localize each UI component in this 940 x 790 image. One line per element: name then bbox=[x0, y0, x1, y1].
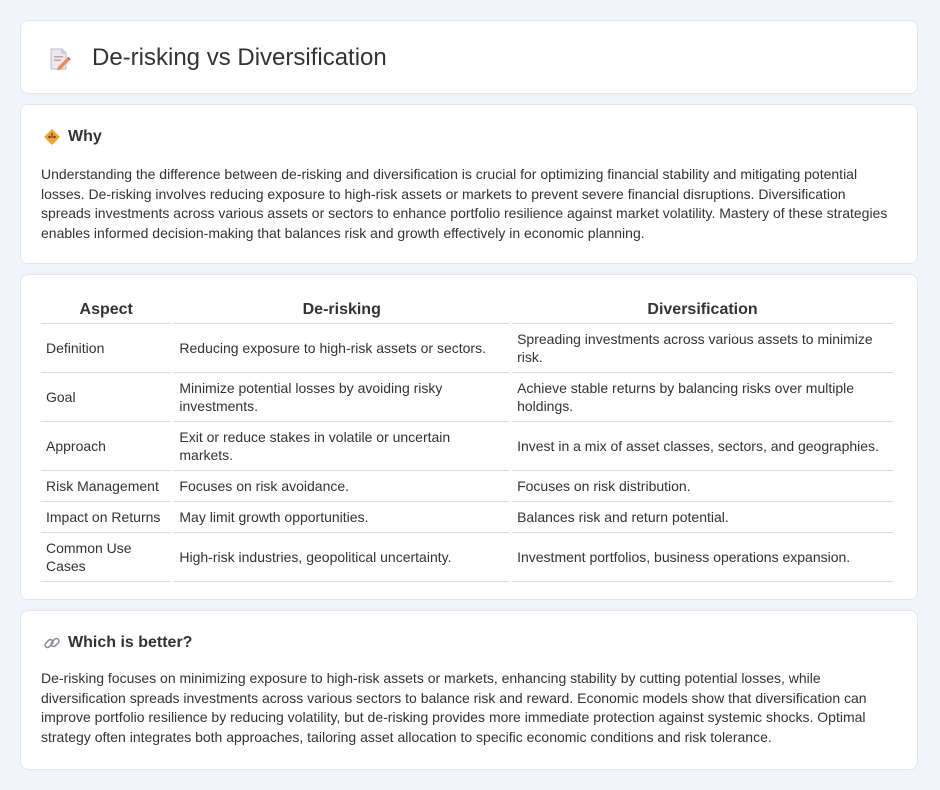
table-row bbox=[41, 533, 893, 582]
diversification-cell: Balances risk and return potential. bbox=[512, 502, 893, 533]
warning-diamond-icon bbox=[43, 128, 61, 146]
better-heading: Which is better? bbox=[68, 634, 193, 651]
diversification-cell: Investment portfolios, business operations expansion. bbox=[512, 533, 893, 582]
document-pencil-icon bbox=[46, 46, 72, 72]
de-risking-cell: Exit or reduce stakes in volatile or uncertain markets. bbox=[174, 422, 509, 471]
aspect-cell: Goal bbox=[41, 373, 171, 422]
comparison-table bbox=[38, 295, 896, 582]
de-risking-cell: Reducing exposure to high-risk assets or sectors. bbox=[174, 324, 509, 373]
comparison-section bbox=[20, 274, 918, 600]
title-card bbox=[20, 20, 918, 94]
which-is-better-section bbox=[20, 610, 918, 770]
table-row bbox=[41, 422, 893, 471]
aspect-cell: Common Use Cases bbox=[41, 533, 171, 582]
page-title: De-risking vs Diversification bbox=[92, 44, 387, 71]
table-row bbox=[41, 502, 893, 533]
header-de-risking: De-risking bbox=[174, 295, 509, 324]
diversification-cell: Achieve stable returns by balancing risks over multiple holdings. bbox=[512, 373, 893, 422]
aspect-cell: Risk Management bbox=[41, 471, 171, 502]
table-row bbox=[41, 324, 893, 373]
table-row bbox=[41, 471, 893, 502]
de-risking-cell: Focuses on risk avoidance. bbox=[174, 471, 509, 502]
better-heading-row bbox=[43, 633, 192, 653]
aspect-cell: Impact on Returns bbox=[41, 502, 171, 533]
why-text: Understanding the difference between de-risking and diversification is crucial for optimizing financial stability and mitigating potential losses. De-risking involves reducing exposure to high-risk assets or markets to prevent severe financial disruptions. Diversification spreads investments across various assets or sectors to enhance portfolio resilience against market volatility. Mastery of these strategies enables informed decision-making that balances risk and growth effectively in economic planning. bbox=[41, 166, 888, 241]
header-aspect: Aspect bbox=[41, 295, 171, 324]
why-heading: Why bbox=[68, 128, 102, 145]
link-icon bbox=[43, 634, 61, 652]
diversification-cell: Spreading investments across various assets to minimize risk. bbox=[512, 324, 893, 373]
de-risking-cell: Minimize potential losses by avoiding risky investments. bbox=[174, 373, 509, 422]
why-section bbox=[20, 104, 918, 264]
table-row bbox=[41, 373, 893, 422]
aspect-cell: Approach bbox=[41, 422, 171, 471]
table-header-row bbox=[41, 295, 893, 324]
diversification-cell: Focuses on risk distribution. bbox=[512, 471, 893, 502]
better-text: De-risking focuses on minimizing exposure to high-risk assets or markets, enhancing stability by cutting potential losses, while diversification spreads investments across various sectors to balance risk and reward. Economic models show that diversification can improve portfolio resilience by reducing volatility, but de-risking provides more immediate protection against systemic shocks. Optimal strategy often integrates both approaches, tailoring asset allocation to specific economic conditions and risk tolerance. bbox=[41, 670, 867, 745]
header-diversification: Diversification bbox=[512, 295, 893, 324]
diversification-cell: Invest in a mix of asset classes, sectors, and geographies. bbox=[512, 422, 893, 471]
de-risking-cell: High-risk industries, geopolitical uncertainty. bbox=[174, 533, 509, 582]
aspect-cell: Definition bbox=[41, 324, 171, 373]
de-risking-cell: May limit growth opportunities. bbox=[174, 502, 509, 533]
why-heading-row bbox=[43, 127, 102, 147]
